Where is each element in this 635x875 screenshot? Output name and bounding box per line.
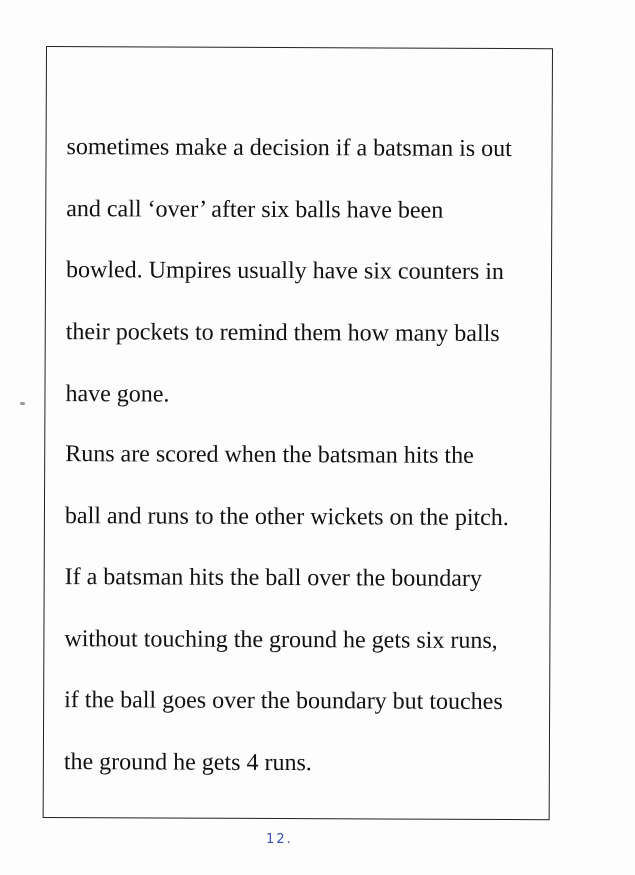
text-line: without touching the ground he gets six runs, [64, 626, 498, 654]
scan-speck [20, 402, 25, 405]
text-line: their pockets to remind them how many balls [65, 319, 500, 347]
text-line: Runs are scored when the batsman hits the [65, 441, 474, 469]
text-line: bowled. Umpires usually have six counters in [65, 257, 504, 286]
text-line: If a batsman hits the ball over the boundary [64, 564, 482, 592]
text-line: if the ball goes over the boundary but touches [64, 687, 503, 715]
text-line: sometimes make a decision if a batsman is out [66, 134, 512, 163]
text-line: have gone. [65, 381, 170, 408]
text-line: and call ‘over’ after six balls have been [66, 196, 444, 224]
text-line: ball and runs to the other wickets on the pitch. [64, 503, 509, 532]
text-line: the ground he gets 4 runs. [63, 749, 312, 777]
text-frame [43, 46, 553, 820]
page-number: 12. [266, 832, 293, 847]
